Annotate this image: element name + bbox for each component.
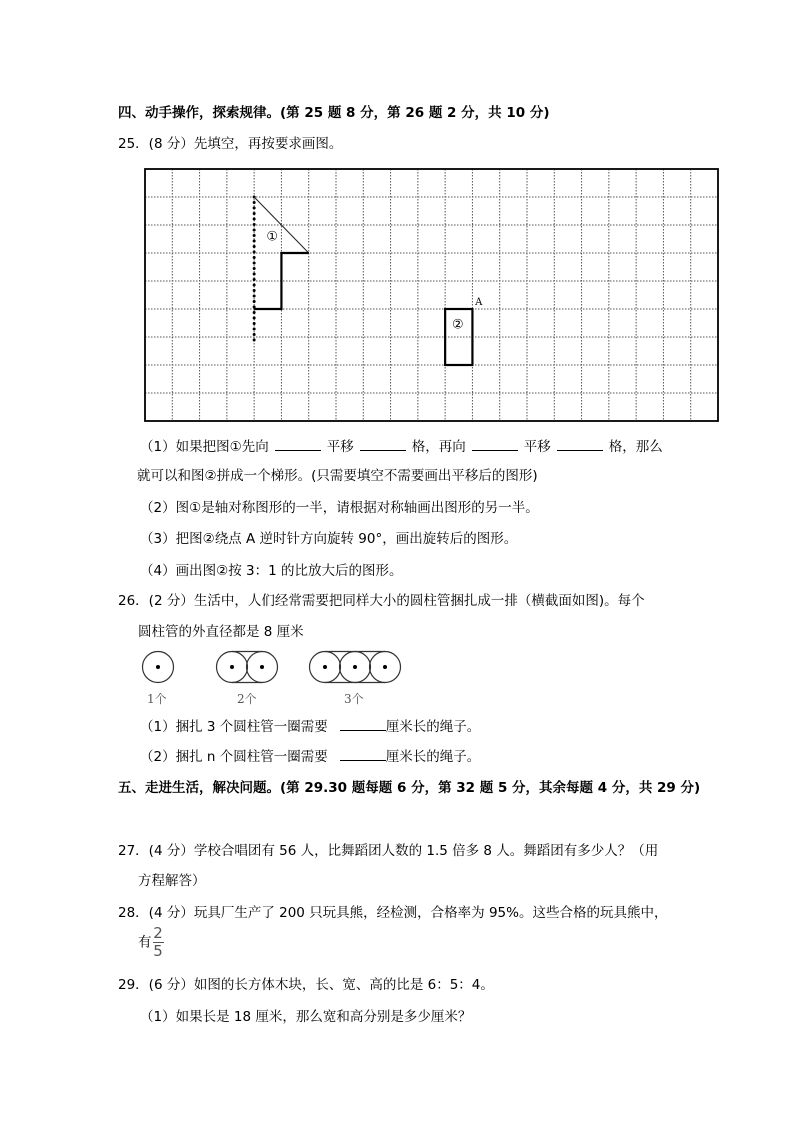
pipe-center-dot [260,665,264,669]
question-28-cont-text: 有 [138,934,152,951]
q26-part2-text-b: 厘米长的绳子。 [385,749,481,765]
bundle-2-pipes [217,652,278,683]
section-5-heading: 五、走进生活，解决问题。(第 29.30 题每题 6 分，第 32 题 5 分，其余每题 4 分，共 29 分) [118,780,701,796]
shape1-label: ① [266,229,279,245]
q25-part1-text-b: 平移 [326,439,354,455]
question-28-stem: 28．(4 分）玩具厂生产了 200 只玩具熊，经检测，合格率为 95%。这些合格的玩具熊中， [118,905,668,921]
pipe-center-dot [353,665,357,669]
q25-part4: （4）画出图②按 3：1 的比放大后的图形。 [140,563,403,579]
q26-part1 [140,718,480,736]
q26-blank-2[interactable] [340,748,386,761]
fraction-denominator: 5 [153,942,163,960]
question-26-stem: 26．(2 分）生活中，人们经常需要把同样大小的圆柱管捆扎成一排（横截面如图)。每个 [118,593,645,609]
question-27-stem: 27．(4 分）学校合唱团有 56 人，比舞蹈团人数的 1.5 倍多 8 人。舞蹈团有多少人？（用 [118,843,659,859]
shape2-label: ② [451,317,464,333]
question-28-continuation [138,926,164,959]
pipe-bundles-figure [135,645,415,690]
q26-part1-text-a: （1）捆扎 3 个圆柱管一圈需要 [140,719,328,735]
q25-blank-direction2[interactable] [472,438,518,451]
question-29-stem: 29．(6 分）如图的长方体木块，长、宽、高的比是 6：5：4。 [118,977,494,993]
fraction-numerator: 2 [153,924,163,942]
q25-part1-continuation: 就可以和图②拼成一个梯形。(只需要填空不需要画出平移后的图形) [137,468,538,484]
q29-part1: （1）如果长是 18 厘米，那么宽和高分别是多少厘米？ [140,1009,472,1025]
q26-blank-1[interactable] [340,718,386,731]
pipe-center-dot [230,665,234,669]
question-26-stem-continuation: 圆柱管的外直径都是 8 厘米 [138,624,304,640]
q26-part2-text-a: （2）捆扎 n 个圆柱管一圈需要 [140,749,328,765]
q26-part1-text-b: 厘米长的绳子。 [385,719,481,735]
q25-part1-text-e: 格，那么 [608,439,663,455]
q25-part2: （2）图①是轴对称图形的一半，请根据对称轴画出图形的另一半。 [140,500,539,516]
grid-figure [144,168,719,422]
q25-part3: （3）把图②绕点 A 逆时针方向旋转 90°，画出旋转后的图形。 [140,531,518,547]
bundle-2-label: 2个 [237,692,257,706]
grid-border [145,169,718,421]
q25-part1-text-c: 格，再向 [411,439,466,455]
q25-part1 [140,438,663,456]
q25-part1-text-a: （1）如果把图①先向 [140,439,269,455]
q25-blank-count2[interactable] [557,438,603,451]
pipe-center-dot [323,665,327,669]
pipe-center-dot [156,665,160,669]
bundle-3-label: 3个 [344,692,364,706]
question-27-continuation: 方程解答） [138,873,206,889]
q25-blank-direction1[interactable] [275,438,321,451]
point-a-label: A [475,296,483,308]
section-4-heading: 四、动手操作，探索规律。(第 25 题 8 分，第 26 题 2 分，共 10 分) [118,105,550,121]
q25-blank-count1[interactable] [360,438,406,451]
pipe-center-dot [383,665,387,669]
q25-part1-text-d: 平移 [523,439,551,455]
question-25-stem: 25．(8 分）先填空，再按要求画图。 [118,136,343,152]
fraction-two-fifths [153,926,164,959]
q26-part2 [140,748,480,766]
bundle-1-label: 1个 [147,692,167,706]
